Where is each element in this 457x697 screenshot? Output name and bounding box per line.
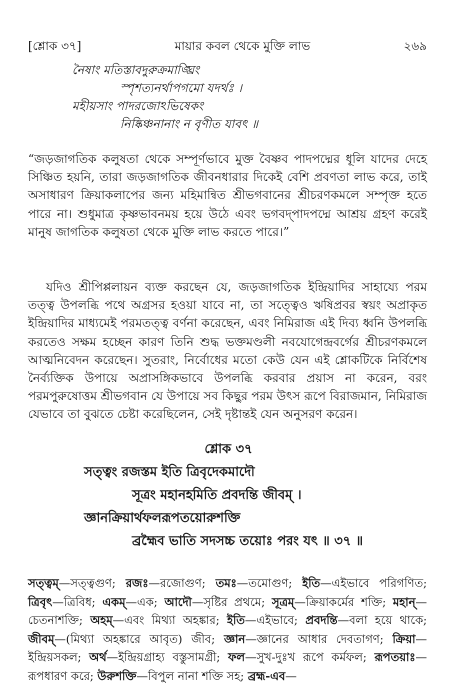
running-header [28, 38, 427, 58]
synonym-meaning: ক্রিয়াকর্মের শক্তি; [305, 594, 393, 609]
synonym-meaning: সুখ-দুঃখ রূপে কর্মফল; [256, 650, 375, 664]
quoted-verse-line: নৈষাং মতিস্তাবদুরুক্রমাঙ্ঘ্রিং [72, 63, 200, 77]
synonym-term: জীবম্ [28, 631, 55, 646]
verse-line: সত্ত্বং রজস্তম ইতি ত্রিবৃদেকমাদৌ [84, 465, 255, 480]
synonym-term: আদৌ [164, 594, 192, 609]
synonym-meaning: এইভাবে; [256, 613, 306, 627]
synonym-entry: ত্রিবৃৎ—ত্রিবিধ; [28, 594, 103, 609]
synonym-meaning: তমোগুণ; [248, 576, 303, 590]
synonym-meaning: (মিথ্যা অহঙ্কারে আবৃত) জীব; [65, 631, 224, 646]
verse-number: শ্লোক ৩৭ [204, 442, 253, 457]
synonym-meaning: সৃষ্টির প্রথমে; [203, 594, 272, 609]
synonym-entry: সত্ত্বম্—সত্ত্বগুণ; [28, 576, 126, 590]
synonym-term: ত্রিবৃৎ [28, 594, 53, 609]
synonym-term: রজঃ [125, 576, 149, 590]
synonym-meaning: চেতনাশক্তি; [28, 613, 91, 627]
synonym-entry: ক্রিয়া—ইন্দ্রিয়সকল; [28, 631, 427, 664]
synonym-entry: ইতি—এইভাবে; [227, 613, 306, 627]
synonym-meaning: ইন্দ্রিয়সকল; [28, 650, 90, 664]
synonym-entry: রজঃ—রজোগুণ; [125, 576, 216, 590]
verse-line: জ্ঞানক্রিয়ার্থফলরূপতয়োরুশক্তি [84, 511, 241, 526]
verse-line: ব্রহ্মৈব ভাতি সদসচ্চ তয়োঃ পরং যৎ ॥ ৩৭ ॥ [132, 534, 364, 549]
header-verse-ref: [শ্লোক ৩৭] [28, 39, 82, 53]
synonym-term: ব্রহ্ম-এব [247, 668, 286, 683]
purport-paragraph: যদিও শ্রীপিপ্পলায়ন ব্যক্ত করছেন যে, জড়জাগতিক ইন্দ্রিয়াদির সাহায্যে পরম তত্ত্ব উপলব্ধি পথে অগ্রসর হওয়া যাবে না, তা সত্ত্বেও ঋষিপ্রবর স্বয়ং অপ্রাকৃত ইন্দ্রিয়াদির মাধ্যমেই পরমতত্ত্ব বর্ণনা করেছেন, এবং নিমিরাজ এই দিব্য ধ্বনি উপলব্ধি করতেও সক্ষম হচ্ছেন কারণ তিনি শুদ্ধ ভক্তমণ্ডলী নবযোগেন্দ্রবর্গের শ্রীচরণকমলে আত্মনিবেদন করেছেন। সুতরাং, নির্বোধের মতো কেউ যেন এই শ্লোকটিকে নির্বিশেষ নৈর্ব্যক্তিক উপায়ে অপ্রাসঙ্গিকভাবে উপলব্ধি করবার প্রয়াস না করেন, বরং পরমপুরুষোত্তম শ্রীভগবান যে উপায়ে সব কিছুর পরম উৎস রূপে বিরাজমান, নিমিরাজ যেভাবে তা বুঝতে চেষ্টা করেছিলেন, সেই দৃষ্টান্তই যেন অনুসরণ করেন। [28, 280, 427, 422]
synonym-entry: রূপতয়াঃ—রূপধারণ করে; [28, 650, 427, 683]
quoted-verse-line: নিষ্কিঞ্চনানাং ন বৃণীত যাবৎ ॥ [120, 117, 259, 131]
synonym-meaning: এক; [137, 594, 165, 609]
synonym-term: মহান্ [392, 594, 416, 609]
synonym-term: অহম্ [90, 613, 113, 627]
synonym-term: রূপতয়াঃ [374, 650, 416, 664]
synonym-term: জ্ঞান [223, 631, 246, 646]
quote-paragraph: “জড়জাগতিক কলুষতা থেকে সম্পূর্ণভাবে মুক্ত বৈষ্ণব পাদপদ্মের ধূলি যাদের দেহে সিঞ্চিত হয়নি, তারা জড়জাগতিক জীবনধারার দিকেই বেশি প্রবণতা লাভ করে, তাই অসাধারণ ক্রিয়াকলাপের জন্য মহিমান্বিত শ্রীভগবানের শ্রীচরণকমলে সম্পৃক্ত হতে পারে না। শুধুমাত্র কৃষ্ণভাবনময় হয়ে উঠে এবং ভগবদ্‌পাদপদ্মে আশ্রয় গ্রহণ করেই মানুষ জাগতিক কলুষতা থেকে মুক্তি লাভ করতে পারে।” [28, 152, 427, 239]
synonym-meaning: ত্রিবিধ; [63, 594, 103, 609]
synonym-term: সত্ত্বম্ [28, 576, 59, 590]
synonym-term: ফল [227, 650, 245, 664]
synonym-meaning: রূপধারণ করে; [28, 668, 98, 683]
quoted-verse-line: স্পৃশত্যনর্থাপগমো যদর্থঃ । [120, 81, 243, 95]
synonym-meaning: এইভাবে পরিগণিত; [331, 576, 427, 590]
header-chapter-title: মায়ার কবল থেকে মুক্তি লাভ [174, 39, 311, 53]
synonym-entry: মহান্—চেতনাশক্তি; [28, 594, 427, 627]
synonym-term: প্রবদন্তি [305, 613, 338, 627]
synonym-term: ক্রিয়া [392, 631, 416, 646]
synonym-entry: একম্—এক; [102, 594, 165, 609]
synonym-meaning: ইন্দ্রিয়গ্রাহ্য বস্তুসামগ্রী; [118, 650, 228, 664]
synonym-meaning: রজোগুণ; [159, 576, 216, 590]
synonym-entry: ব্রহ্ম-এব— [247, 668, 297, 683]
synonym-entry: সূত্রম্—ক্রিয়াকর্মের শক্তি; [271, 594, 393, 609]
synonym-entry: ইতি—এইভাবে পরিগণিত; [302, 576, 427, 590]
synonym-meaning: এবং মিথ্যা অহঙ্কার; [124, 613, 227, 627]
synonym-entry: অর্থ—ইন্দ্রিয়গ্রাহ্য বস্তুসামগ্রী; [89, 650, 228, 664]
synonym-meaning: জ্ঞানের আধার দেবতাগণ; [256, 631, 393, 646]
synonym-entry: প্রবদন্তি—বলা হয়ে থাকে; [305, 613, 427, 627]
quoted-verse-line: মহীয়সাং পাদরজোঽভিষেকং [72, 99, 204, 113]
synonym-meaning: সত্ত্বগুণ; [70, 576, 126, 590]
synonym-entry: ফল—সুখ-দুঃখ রূপে কর্মফল; [227, 650, 375, 664]
page-number: ২৬৯ [403, 39, 427, 53]
synonym-term: একম্ [102, 594, 126, 609]
synonym-term: সূত্রম্ [271, 594, 295, 609]
synonym-entry: অহম্—এবং মিথ্যা অহঙ্কার; [90, 613, 227, 627]
synonym-term: ইতি [302, 576, 321, 590]
synonym-meaning: বলা হয়ে থাকে; [349, 613, 427, 627]
synonym-entry: তমঃ—তমোগুণ; [215, 576, 303, 590]
synonym-term: উরুশক্তি [97, 668, 137, 683]
synonym-meaning: বিপুল নানা শক্তি সহ; [147, 668, 248, 683]
synonym-term: তমঃ [215, 576, 237, 590]
synonym-entry: জ্ঞান—জ্ঞানের আধার দেবতাগণ; [223, 631, 393, 646]
synonym-term: ইতি [227, 613, 245, 627]
synonyms-paragraph [28, 574, 427, 685]
verse-line: সূত্রং মহানহমিতি প্রবদন্তি জীবম্ । [132, 488, 302, 503]
synonym-entry: জীবম্—(মিথ্যা অহঙ্কারে আবৃত) জীব; [28, 631, 224, 646]
synonym-entry: আদৌ—সৃষ্টির প্রথমে; [164, 594, 272, 609]
synonym-entry: উরুশক্তি—বিপুল নানা শক্তি সহ; [97, 668, 248, 683]
synonym-term: অর্থ [89, 650, 107, 664]
